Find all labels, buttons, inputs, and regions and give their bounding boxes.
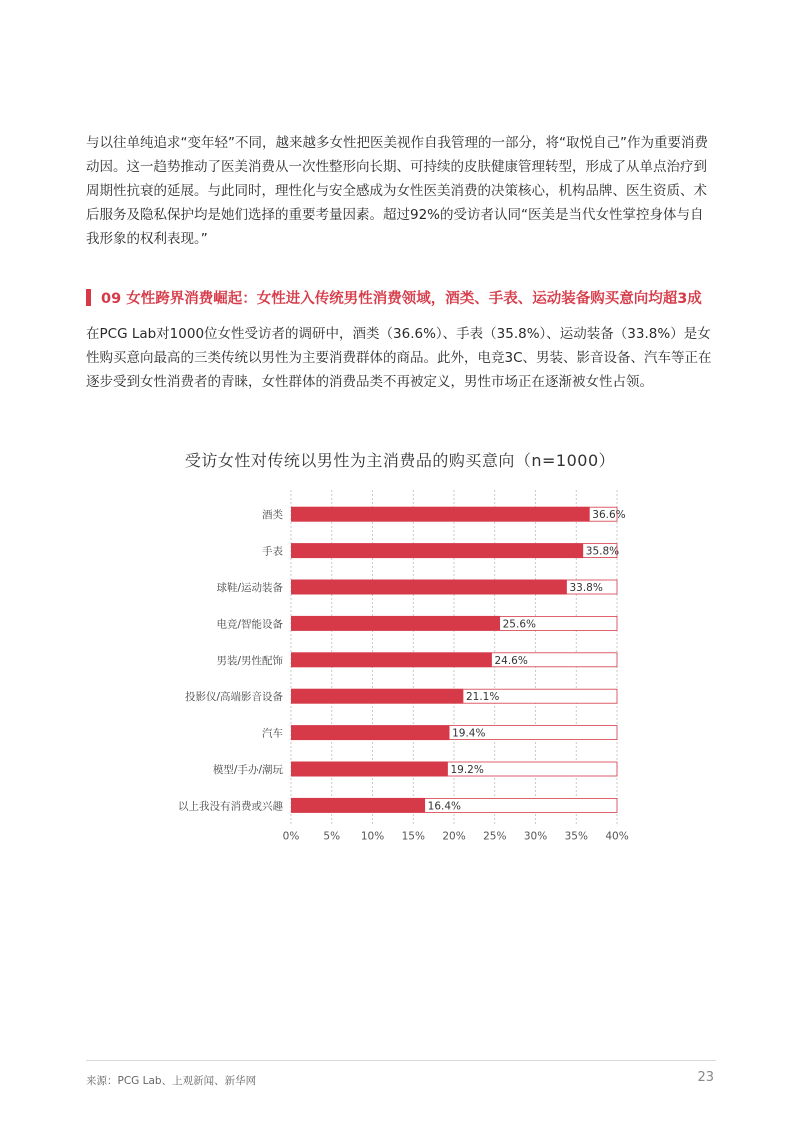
- value-label: 19.4%: [452, 727, 486, 740]
- value-label: 35.8%: [585, 545, 620, 558]
- bar: [291, 689, 463, 704]
- x-tick-label: 0%: [282, 830, 300, 843]
- footer-divider: [86, 1060, 716, 1061]
- bar: [291, 762, 447, 777]
- footer-source: 来源：PCG Lab、上观新闻、新华网: [86, 1075, 257, 1087]
- category-label: 以上我没有消费或兴趣: [178, 800, 283, 813]
- chart-title: 受访女性对传统以男性为主消费品的购买意向（n=1000）: [184, 451, 616, 470]
- bar: [291, 543, 583, 558]
- category-label: 手表: [262, 545, 283, 558]
- value-label: 24.6%: [494, 654, 528, 667]
- x-tick-label: 20%: [442, 830, 466, 843]
- value-label: 19.2%: [450, 764, 484, 776]
- x-tick-label: 25%: [483, 830, 507, 843]
- category-label: 球鞋/运动装备: [216, 582, 283, 594]
- category-label: 酒类: [262, 509, 283, 522]
- category-label: 电竞/智能设备: [216, 618, 283, 631]
- bar: [291, 798, 425, 813]
- bar: [291, 580, 566, 595]
- bar: [291, 725, 449, 740]
- x-tick-label: 10%: [360, 830, 385, 843]
- value-label: 16.4%: [427, 800, 462, 813]
- x-tick-label: 35%: [564, 830, 588, 843]
- value-label: 21.1%: [465, 691, 500, 704]
- page-number: 23: [697, 1070, 714, 1085]
- value-label: 25.6%: [502, 618, 536, 631]
- category-label: 男装/男性配饰: [216, 654, 283, 667]
- x-tick-label: 5%: [323, 830, 341, 843]
- category-label: 汽车: [262, 727, 283, 740]
- section-title: 09 女性跨界消费崛起：女性进入传统男性消费领域，酒类、手表、运动装备购买意向均超3成: [101, 290, 702, 307]
- survey-paragraph: 在PCG Lab对1000位女性受访者的调研中，酒类（36.6%）、手表（35.8%）、运动装备（33.8%）是女性购买意向最高的三类传统以男性为主要消费群体的商品。此外，电竞3C、男装、影音设备、汽车等正在逐步受到女性消费者的青睐，女性群体的消费品类不再被定义，男性市场正在逐渐被女性占领。: [86, 326, 712, 390]
- value-label: 36.6%: [592, 509, 626, 522]
- x-tick-label: 40%: [605, 830, 629, 843]
- x-tick-label: 30%: [523, 830, 548, 843]
- intro-paragraph: 与以往单纯追求“变年轻”不同，越来越多女性把医美视作自我管理的一部分，将“取悦自己”作为重要消费动因。这一趋势推动了医美消费从一次性整形向长期、可持续的皮肤健康管理转型，形成了从单点治疗到周期性抗衰的延展。与此同时，理性化与安全感成为女性医美消费的决策核心，机构品牌、医生资质、术后服务及隐私保护均是她们选择的重要考量因素。超过92%的受访者认同“医美是当代女性掌控身体与自我形象的权利表现。”: [86, 135, 708, 247]
- category-label: 投影仪/高端影音设备: [184, 691, 283, 704]
- value-label: 33.8%: [569, 582, 603, 594]
- bar: [291, 507, 589, 522]
- bar: [291, 616, 500, 631]
- x-tick-label: 15%: [401, 830, 425, 843]
- category-label: 模型/手办/潮玩: [212, 764, 283, 776]
- bar: [291, 652, 491, 667]
